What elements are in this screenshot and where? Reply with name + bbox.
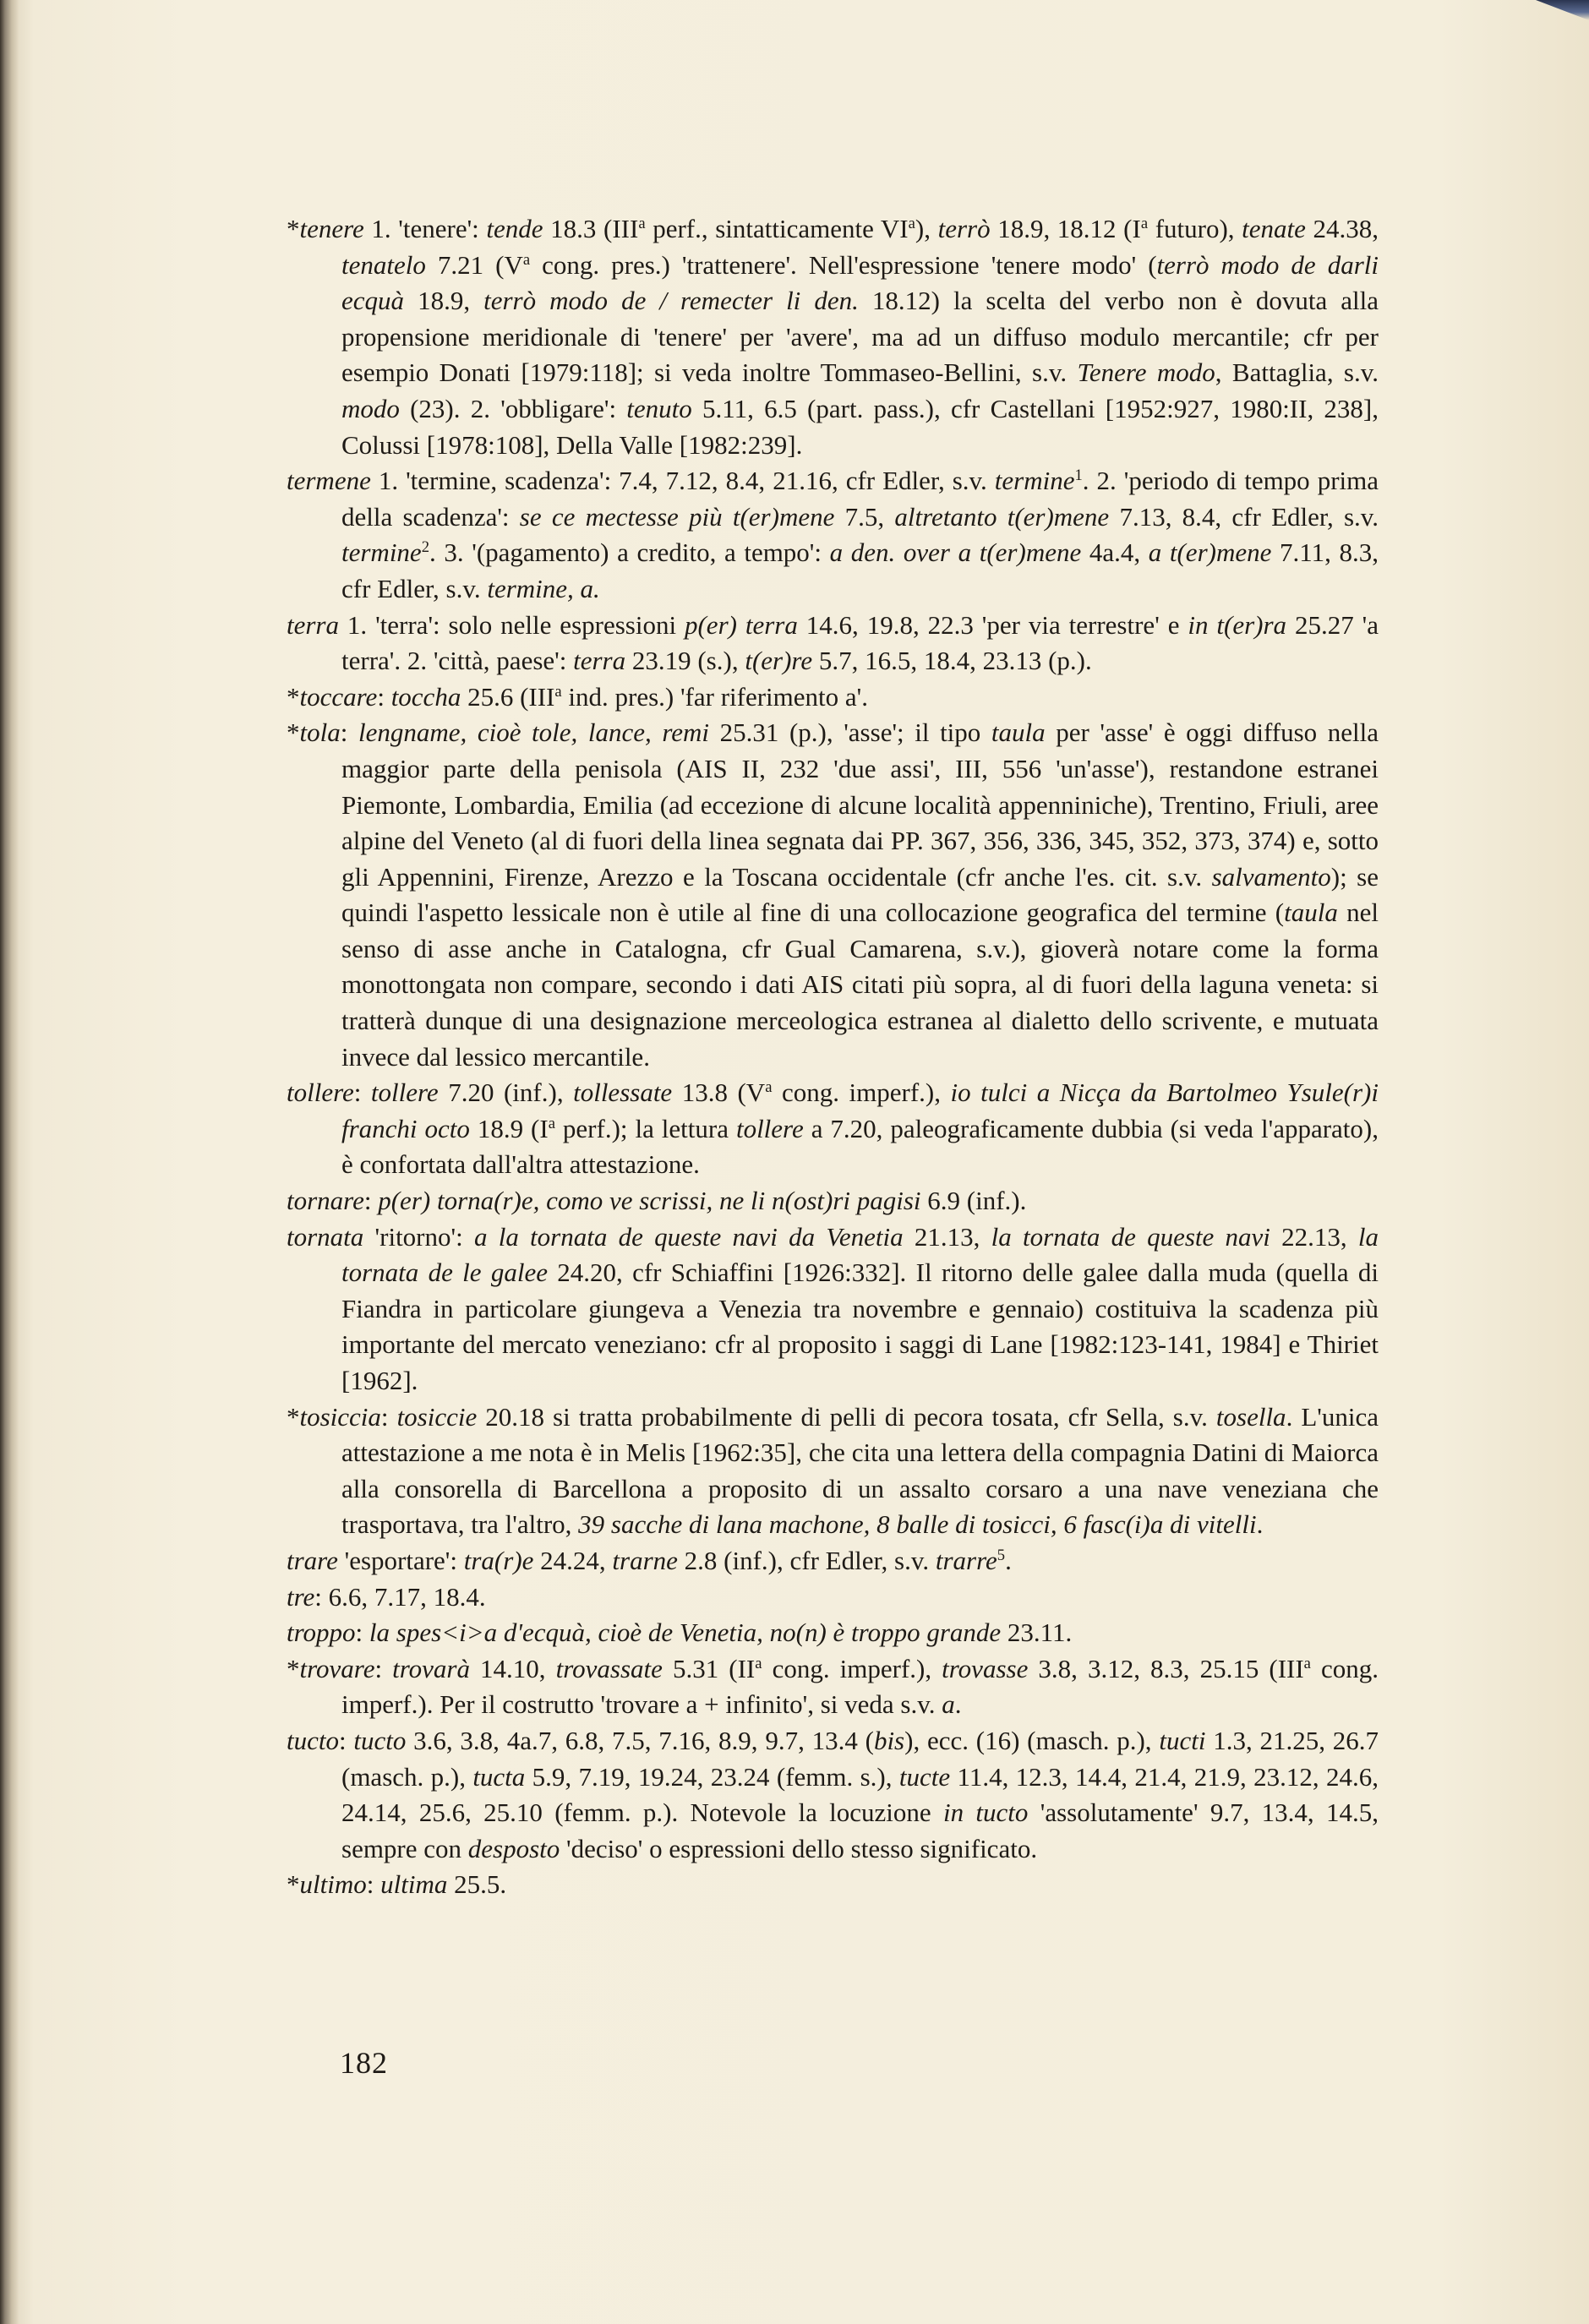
- glossary-entry-tucto: tucto: tucto 3.6, 3.8, 4a.7, 6.8, 7.5, 7.16, 8.9, 9.7, 13.4 (bis), ecc. (16) (masch. p.), tucti 1.3, 21.25, 26.7 (masch. p.), tucta 5.9, 7.19, 19.24, 23.24 (femm. s.), tucte 11.4, 12.3, 14.4, 21.4, 21.9, 23.12, 24.6, 24.14, 25.6, 25.10 (femm. p.). Notevole la locuzione in tucto 'assolutamente' 9.7, 13.4, 14.5, sempre con desposto 'deciso' o espressioni dello stesso significato.: [287, 1725, 1379, 1863]
- glossary-entry-tollere: tollere: tollere 7.20 (inf.), tollessate 13.8 ($V^a$ cong. imperf.), io tulci a Nicça da Bartolmeo Ysule(r)i franchi octo 18.9 ($I^a$ perf.); la lettura tollere a 7.20, paleograficamente dubbia (si veda l'apparato), è confortata dall'altra attestazione.: [287, 1077, 1379, 1180]
- glossary-entry-toccare: *toccare: toccha 25.6 (III$^a$ ind. pres.) 'far riferimento a'.: [287, 681, 868, 712]
- page-corner-mark: [1513, 0, 1589, 20]
- glossary-entry-tosiccia: *tosiccia: tosiccie 20.18 si tratta probabilmente di pelli di pecora tosata, cfr Sella, s.v. tosella. L'unica attestazione a me nota è in Melis [1962:35], che cita una lettera della compagnia Datini di Maiorca alla consorella di Barcellona a proposito di un assalto corsaro a una nave veneziana che trasportava, tra l'altro, 39 sacche di lana machone, 8 balle di tosicci, 6 fasc(i)a di vitelli.: [287, 1401, 1379, 1540]
- glossary-entry-tre: tre: 6.6, 7.17, 18.4.: [287, 1581, 486, 1612]
- glossary-entry-tola: *tola: lengname, cioè tole, lance, remi 25.31 (p.), 'asse'; il tipo taula per 'asse' è oggi diffuso nella maggior parte della penisola (AIS II, 232 'due assi', III, 556 'un'asse'), restandone estranei Piemonte, Lombardia, Emilia (ad eccezione di alcune località appenniniche), Trentino, Friuli, aree alpine del Veneto (al di fuori della linea segnata dai PP. 367, 356, 336, 345, 352, 373, 374) e, sotto gli Appennini, Firenze, Arezzo e la Toscana occidentale (cfr anche l'es. cit. s.v. salvamento); se quindi l'aspetto lessicale non è utile al fine di una collocazione geografica del termine (taula nel senso di asse anche in Catalogna, cfr Gual Camarena, s.v.), gioverà notare come la forma monottongata non compare, secondo i dati AIS citati più sopra, al di fuori della laguna veneta: si tratterà dunque di una designazione merceologica estranea al dialetto dello scrivente, e mutuata invece dal lessico mercantile.: [287, 717, 1379, 1072]
- book-binding: [0, 0, 19, 2324]
- glossary-entry-tenere: *tenere 1. 'tenere': tende 18.3 (III$^a$ perf., sintatticamente $VI^a$), terrò 18.9, 18.12 ($I^a$ futuro), tenate 24.38, tenatelo 7.21 ($V^a$ cong. pres.) 'trattenere'. Nell'espressione 'tenere modo' (terrò modo de darli ecquà 18.9, terrò modo de / remecter li den. 18.12) la scelta del verbo non è dovuta alla propensione meridionale di 'tenere' per 'avere', ma ad un diffuso modulo mercantile; cfr per esempio Donati [1979:118]; si veda inoltre Tommaseo-Bellini, s.v. Tenere modo, Battaglia, s.v. modo (23). 2. 'obbligare': tenuto 5.11, 6.5 (part. pass.), cfr Castellani [1952:927, 1980:II, 238], Colussi [1978:108], Della Valle [1982:239].: [287, 214, 1379, 460]
- glossary-entry-troppo: troppo: la spes<i>a d'ecquà, cioè de Venetia, no(n) è troppo grande 23.11.: [287, 1618, 1073, 1648]
- glossary-entry-tornata: tornata 'ritorno': a la tornata de queste navi da Venetia 21.13, la tornata de queste navi 22.13, la tornata de le galee 24.20, cfr Schiaffini [1926:332]. Il ritorno delle galee dalla muda (quella di Fiandra in particolare giungeva a Venezia tra novembre e gennaio) costituiva la scadenza più importante del mercato veneziano: cfr al proposito i saggi di Lane [1982:123-141, 1984] e Thiriet [1962].: [287, 1221, 1379, 1395]
- page-number: 182: [340, 2046, 388, 2080]
- glossary-entry-termene: termene 1. 'termine, scadenza': 7.4, 7.12, 8.4, 21.16, cfr Edler, s.v. termine$^1$. 2. 'periodo di tempo prima della scadenza': se ce mectesse più t(er)mene 7.5, altretanto t(er)mene 7.13, 8.4, cfr Edler, s.v. termine$^2$. 3. '(pagamento) a credito, a tempo': a den. over a t(er)mene 4a.4, a t(er)mene 7.11, 8.3, cfr Edler, s.v. termine, a.: [287, 466, 1379, 603]
- glossary-entry-trovare: *trovare: trovarà 14.10, trovassate 5.31 ($II^a$ cong. imperf.), trovasse 3.8, 3.12, 8.3, 25.15 (III$^a$ cong. imperf.). Per il costrutto 'trovare a + infinito', si veda s.v. a.: [287, 1653, 1379, 1720]
- glossary-entry-tornare: tornare: p(er) torna(r)e, como ve scrissi, ne li n(ost)ri pagisi 6.9 (inf.).: [287, 1186, 1027, 1216]
- glossary-entry-ultimo: *ultimo: ultima 25.5.: [287, 1869, 507, 1900]
- glossary-entry-terra: terra 1. 'terra': solo nelle espressioni p(er) terra 14.6, 19.8, 22.3 'per via terrestre' e in t(er)ra 25.27 'a terra'. 2. 'città, paese': terra 23.19 (s.), t(er)re 5.7, 16.5, 18.4, 23.13 (p.).: [287, 609, 1379, 676]
- glossary-entry-trare: trare 'esportare': tra(r)e 24.24, trarne 2.8 (inf.), cfr Edler, s.v. trarre$^5$.: [287, 1545, 1012, 1575]
- glossary-entries: [287, 211, 1379, 1903]
